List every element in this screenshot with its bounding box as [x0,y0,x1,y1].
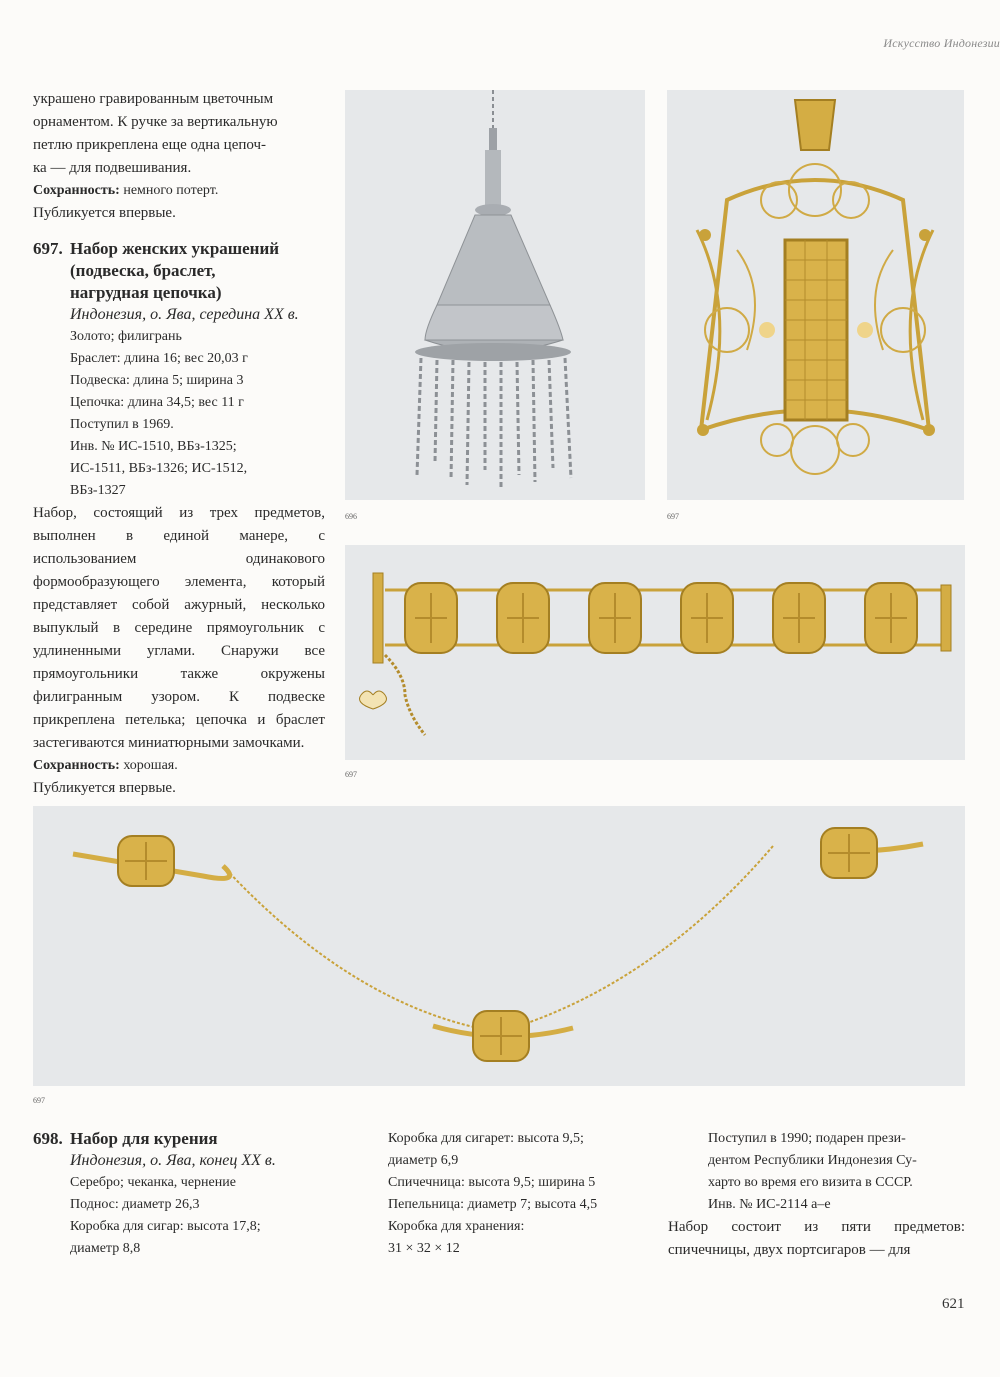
text-line: ка — для подвешивания. [33,160,192,176]
meta-line: Серебро; чеканка, чернение [70,1175,236,1190]
photo-gold-pendant [667,90,964,500]
meta-line: Коробка для хранения: [388,1219,525,1234]
entry-697-title [33,238,333,304]
silver-lamp-illustration [345,90,645,500]
entry-698-description: Набор состоит из пяти предметов: спичечницы, двух портсигаров — для [668,1219,965,1258]
entry-meta [33,326,333,502]
meta-line: диаметр 8,8 [70,1241,141,1256]
text-line: украшено гравированным цветочным [33,91,274,107]
title-line: (подвеска, браслет, [70,261,216,280]
meta-line: харто во время его визита в СССР. [708,1175,913,1190]
title-line: Набор для курения [70,1129,218,1148]
entry-meta-col2 [388,1128,658,1260]
meta-line: ВБз-1327 [70,483,126,498]
photo-gold-chain [33,806,965,1086]
caption-bracelet: 697 [345,770,357,779]
meta-line: дентом Республики Индонезия Су- [708,1153,917,1168]
meta-line: Поднос: диаметр 26,3 [70,1197,200,1212]
meta-line: 31 × 32 × 12 [388,1241,460,1256]
preservation-note [33,180,325,202]
published-note: Публикуется впервые. [33,780,176,796]
published-note: Публикуется впервые. [33,205,176,221]
meta-line: Цепочка: длина 34,5; вес 11 г [70,395,244,410]
preservation-value: хорошая. [123,758,178,773]
photo-silver-lamp [345,90,645,500]
entry-meta-col1 [33,1172,373,1260]
entry-697-description [33,502,325,800]
preservation-value: немного потерт. [123,183,219,198]
meta-line: Золото; филигрань [70,329,182,344]
running-head: Искусство Индонезии [883,36,1000,50]
meta-line: Браслет: длина 16; вес 20,03 г [70,351,248,366]
page-number: 621 [942,1296,965,1312]
gold-pendant-illustration [667,90,964,500]
meta-line: ИС-1511, ВБз-1326; ИС-1512, [70,461,248,476]
title-line: нагрудная цепочка) [70,283,222,302]
entry-698 [33,1128,373,1260]
continuation-text [33,88,325,225]
preservation-label: Сохранность: [33,183,120,198]
caption-pendant: 697 [667,512,679,521]
meta-line: диаметр 6,9 [388,1153,459,1168]
caption-lamp: 696 [345,512,357,521]
meta-line: Поступил в 1969. [70,417,174,432]
entry-meta-col3 [668,1128,965,1262]
entry-origin: Индонезия, о. Ява, середина XX в. [70,306,299,323]
meta-line: Коробка для сигарет: высота 9,5; [388,1131,584,1146]
caption-chain: 697 [33,1096,45,1105]
title-line: Набор женских украшений [70,239,280,258]
gold-chain-illustration [33,806,965,1086]
meta-line: Спичечница: высота 9,5; ширина 5 [388,1175,596,1190]
meta-line: Пепельница: диаметр 7; высота 4,5 [388,1197,598,1212]
preservation-label: Сохранность: [33,758,120,773]
meta-line: Поступил в 1990; подарен прези- [708,1131,906,1146]
text-line: петлю прикреплена еще одна цепоч- [33,137,267,153]
meta-line: Инв. № ИС-2114 а–е [708,1197,831,1212]
entry-number: 698. [33,1129,63,1148]
acquisition-note [668,1128,965,1216]
entry-origin: Индонезия, о. Ява, конец XX в. [70,1152,276,1169]
gold-bracelet-illustration [345,545,965,760]
preservation-note [33,755,325,777]
meta-line: Подвеска: длина 5; ширина 3 [70,373,244,388]
entry-697 [33,238,333,502]
photo-gold-bracelet [345,545,965,760]
entry-number: 697. [33,239,63,258]
meta-line: Инв. № ИС-1510, ВБз-1325; [70,439,237,454]
text-line: орнаментом. К ручке за вертикальную [33,114,278,130]
description-paragraph: Набор, состоящий из трех предметов, выполнен в единой манере, с использованием одинакового формообразующего элемента, который представляет собой ажурный, несколько выпуклый в середине прямоугольник с удлиненными углами. Снаружи все прямоугольники также окружены филигранным узором. К подвеске прикреплена петелька; цепочка и браслет застегиваются миниатюрными замочками. [33,505,325,751]
meta-line: Коробка для сигар: высота 17,8; [70,1219,261,1234]
entry-698-title [33,1128,373,1150]
